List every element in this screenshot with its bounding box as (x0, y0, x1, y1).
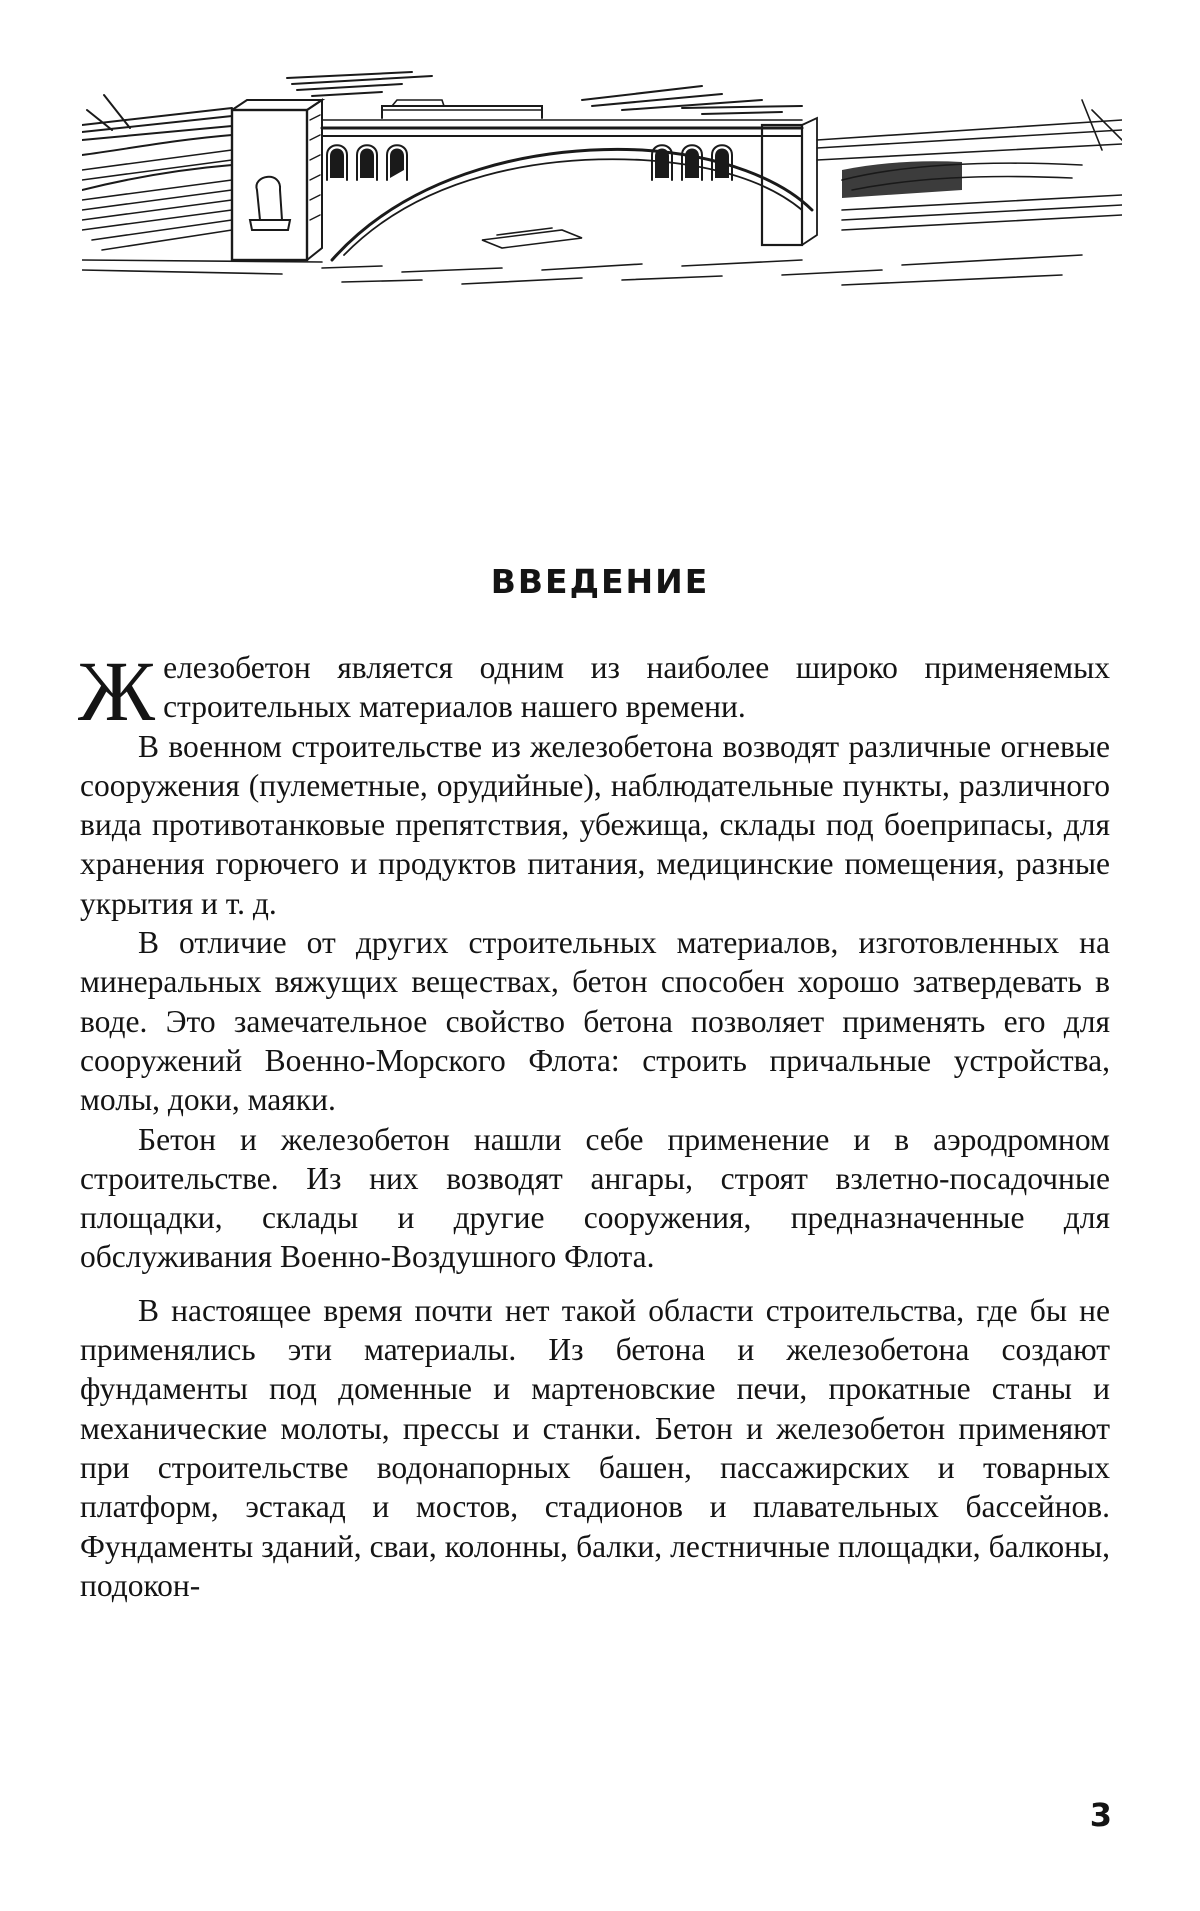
chapter-heading: ВВЕДЕНИЕ (490, 562, 710, 601)
body-text (78, 643, 1110, 1605)
page-number: 3 (1089, 1796, 1112, 1834)
drop-cap: Ж (78, 643, 156, 739)
paragraph-1-text: елезобетон является одним из наиболее широко применяемых строительных материалов нашего времени. (163, 650, 1110, 725)
paragraph-3: В отличие от других строительных материалов, изготовленных на минеральных вяжущих веществах, бетон способен хорошо затвердевать в воде. Это замечательное свойство бетона позволяет применять его для сооружений Военно-Морского Флота: строить причальные устройства, молы, доки, маяки. (80, 925, 1110, 1118)
bridge-illustration-icon (82, 70, 1122, 305)
paragraph-2: В военном строительстве из железобетона возводят различные огневые сооружения (пулеметные, орудийные), наблюдательные пункты, различного вида противотанковые препятствия, убежища, склады под боеприпасы, для хранения горючего и продуктов питания, медицинские помещения, разные укрытия и т. д. (80, 728, 1110, 921)
paragraph-1 (78, 643, 1110, 739)
paragraph-5: В настоящее время почти нет такой области строительства, где бы не применялись эти материалы. Из бетона и железобетона создают фундаменты под доменные и мартеновские печи, прокатные станы и механические молоты, прессы и станки. Бетон и железобетон применяют при строительстве водонапорных башен, пассажирских и товарных платформ, эстакад и мостов, стадионов и плавательных бассейнов. Фундаменты зданий, сваи, колонны, балки, лестничные площадки, балконы, подокон- (80, 1292, 1110, 1603)
paragraph-4: Бетон и железобетон нашли себе применение и в аэродромном строительстве. Из них возводят ангары, строят взлетно-посадочные площадки, склады и другие сооружения, предназначенные для обслуживания Военно-Воздушного Флота. (80, 1121, 1110, 1275)
